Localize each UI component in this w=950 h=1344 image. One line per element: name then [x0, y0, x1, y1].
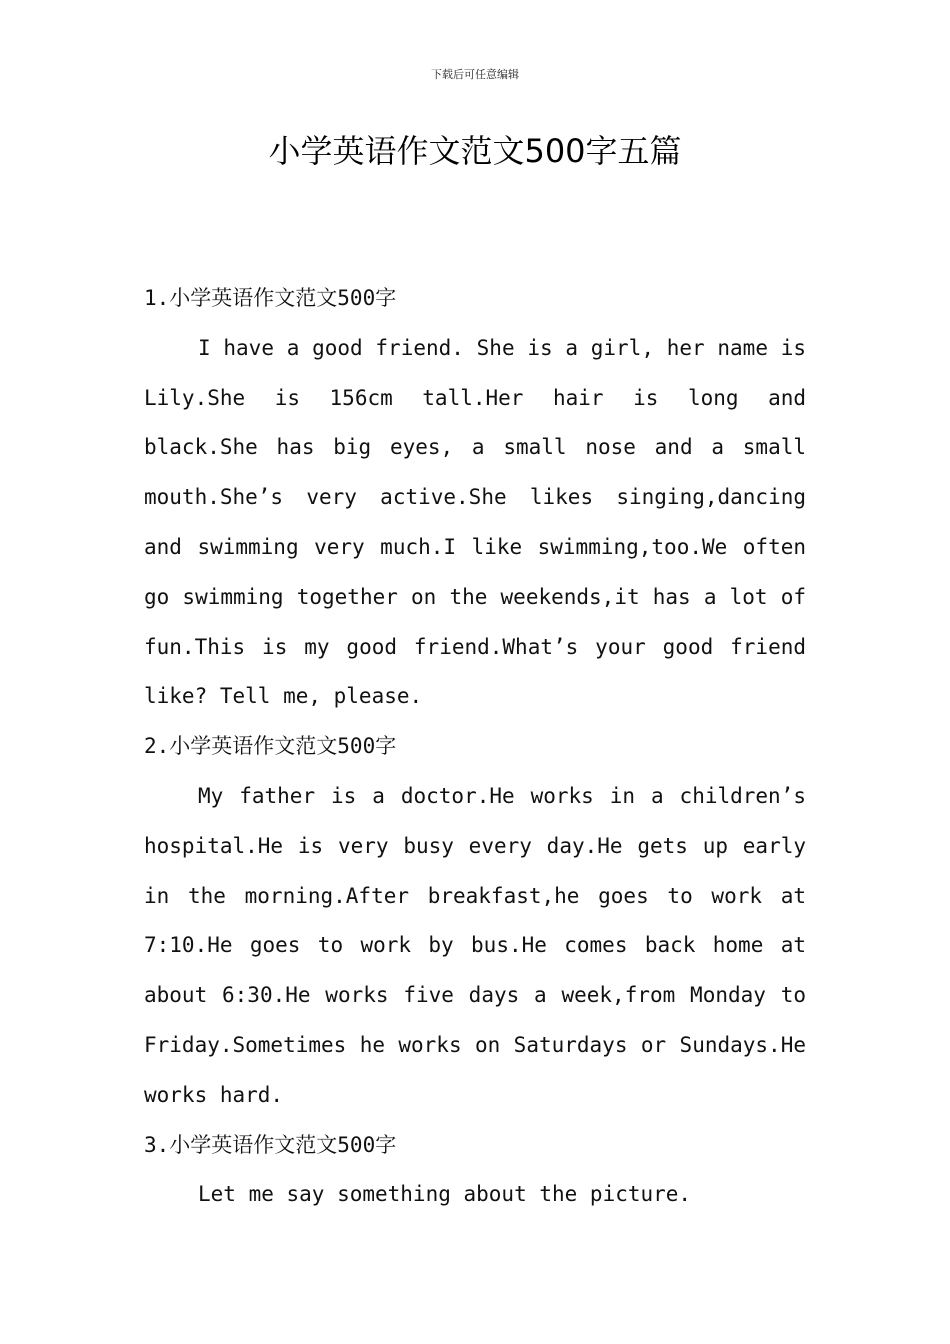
section-1-heading: 1.小学英语作文范文500字 — [144, 286, 397, 310]
section-2-heading: 2.小学英语作文范文500字 — [144, 734, 397, 759]
document-body — [144, 274, 806, 1220]
section-1-paragraph: I have a good friend. She is a girl, her name is Lily.She is 156cm tall.Her hair is long and black.She has big eyes, a small nose and a small mouth.She’s very active.She likes singing,dancing and swimming very much.I like swimming,too.We often go swimming together on the weekends,it has a lot of fun.This is my good friend.What’s your good friend like? Tell me, please. — [144, 335, 806, 709]
section-2-paragraph: My father is a doctor.He works in a children’s hospital.He is very busy every day.He gets up early in the morning.After breakfast,he goes to work at 7:10.He goes to work by bus.He comes back home at about 6:30.He works five days a week,from Monday to Friday.Sometimes he works on Saturdays or Sundays.He works hard. — [144, 783, 806, 1107]
section-3-paragraph: Let me say something about the picture. — [198, 1182, 692, 1207]
header-note: 下载后可任意编辑 — [431, 68, 519, 81]
section-3-heading: 3.小学英语作文范文500字 — [144, 1132, 397, 1157]
document-title: 小学英语作文范文500字五篇 — [268, 132, 682, 170]
